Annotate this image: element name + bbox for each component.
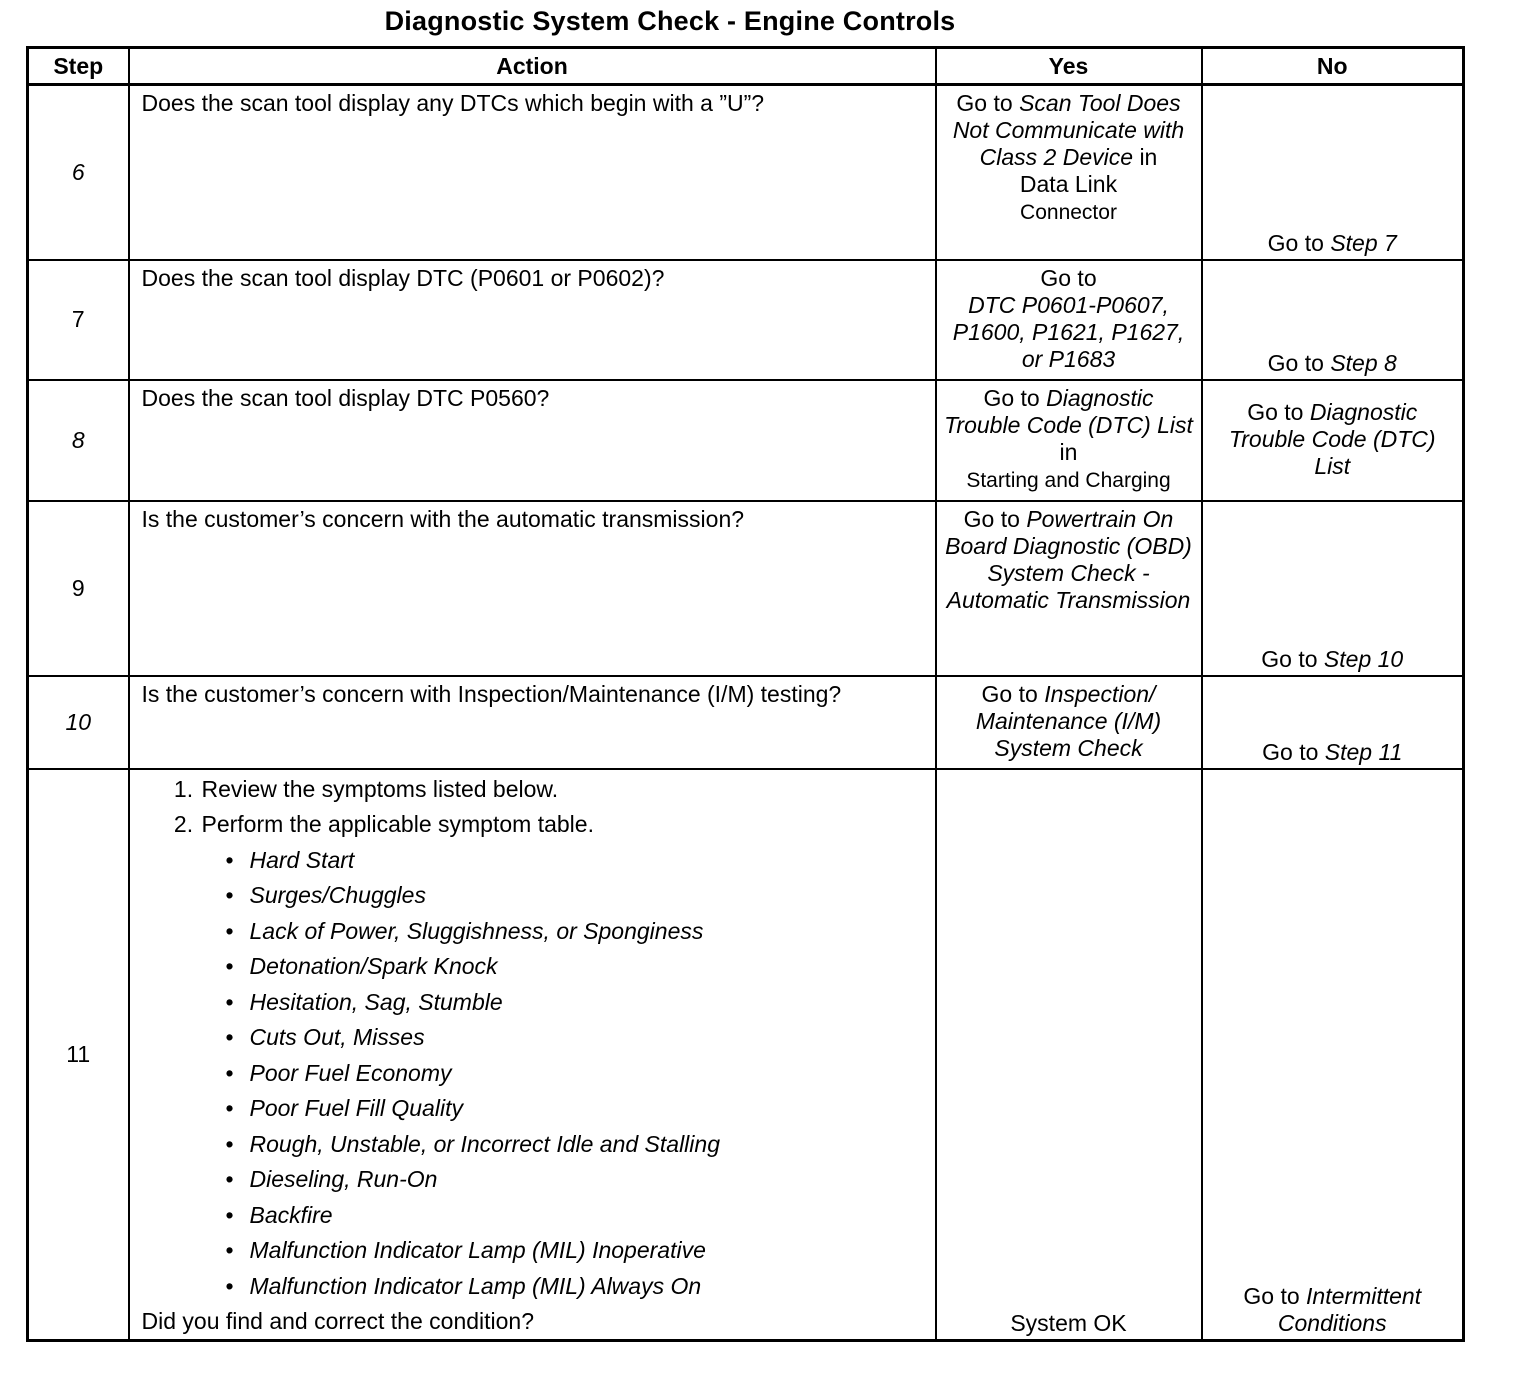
table-header-row <box>28 48 1464 85</box>
yes-result: System OK <box>1010 1310 1127 1336</box>
step-column-header: Step <box>28 48 129 85</box>
no-prefix: Go to <box>1267 229 1324 256</box>
yes-prefix: Go to <box>981 680 1038 707</box>
symptom-item[interactable]: • Cuts Out, Misses <box>250 1020 925 1056</box>
no-link[interactable]: Step 8 <box>1330 349 1397 376</box>
yes-cell <box>936 676 1202 769</box>
no-cell <box>1202 85 1464 260</box>
step-number: 6 <box>28 85 129 260</box>
no-link[interactable]: Step 11 <box>1324 738 1403 765</box>
symptom-item[interactable]: • Backfire <box>250 1198 925 1234</box>
procedure-step: 1. Review the symptoms listed below. <box>200 772 925 808</box>
no-link[interactable]: Step 7 <box>1330 229 1397 256</box>
no-link[interactable]: Step 10 <box>1323 645 1404 672</box>
procedure-list <box>142 772 925 843</box>
no-prefix: Go to <box>1261 645 1318 672</box>
action-text: Does the scan tool display DTC (P0601 or P0602)? <box>129 260 936 380</box>
no-cell <box>1202 769 1464 1341</box>
yes-suffix: in <box>1139 144 1158 170</box>
yes-prefix: Go to <box>956 90 1013 116</box>
yes-cell <box>936 501 1202 676</box>
yes-tail: Connector <box>1020 201 1117 224</box>
symptom-item[interactable]: • Dieseling, Run-On <box>250 1162 925 1198</box>
procedure-step: 2. Perform the applicable symptom table. <box>200 807 925 843</box>
yes-cell <box>936 769 1202 1341</box>
table-row-step-7 <box>28 260 1464 380</box>
no-prefix: Go to <box>1262 738 1319 765</box>
step-number: 11 <box>28 769 129 1341</box>
yes-cell <box>936 85 1202 260</box>
no-cell <box>1202 380 1464 501</box>
yes-link[interactable]: Diagnostic Trouble Code (DTC) List <box>944 384 1193 438</box>
yes-link[interactable]: Inspection/ Maintenance (I/M) System Check <box>975 680 1162 761</box>
symptom-item[interactable]: • Malfunction Indicator Lamp (MIL) Always On <box>250 1269 925 1305</box>
step-number: 9 <box>28 501 129 676</box>
table-row-step-10 <box>28 676 1464 769</box>
symptom-item[interactable]: • Poor Fuel Fill Quality <box>250 1091 925 1127</box>
no-link[interactable]: Intermittent Conditions <box>1277 1283 1422 1336</box>
action-text: Is the customer’s concern with Inspection/Maintenance (I/M) testing? <box>129 676 936 769</box>
action-column-header: Action <box>129 48 936 85</box>
symptom-item[interactable]: • Hesitation, Sag, Stumble <box>250 985 925 1021</box>
no-prefix: Go to <box>1267 349 1324 376</box>
table-row-step-8 <box>28 380 1464 501</box>
symptom-item[interactable]: • Detonation/Spark Knock <box>250 949 925 985</box>
symptom-item[interactable]: • Hard Start <box>250 843 925 879</box>
no-column-header: No <box>1202 48 1464 85</box>
no-link[interactable]: Diagnostic Trouble Code (DTC) List <box>1228 398 1436 479</box>
symptom-item[interactable]: • Rough, Unstable, or Incorrect Idle and Stalling <box>250 1127 925 1163</box>
table-row-step-9 <box>28 501 1464 676</box>
yes-suffix: in <box>1059 438 1078 465</box>
symptom-list <box>142 843 925 1305</box>
symptom-item[interactable]: • Poor Fuel Economy <box>250 1056 925 1092</box>
final-question: Did you find and correct the condition? <box>141 1308 535 1334</box>
action-text: Does the scan tool display DTC P0560? <box>129 380 936 501</box>
symptom-item[interactable]: • Surges/Chuggles <box>250 878 925 914</box>
yes-cell <box>936 380 1202 501</box>
symptom-item[interactable]: • Lack of Power, Sluggishness, or Sponginess <box>250 914 925 950</box>
table-row-step-6 <box>28 85 1464 260</box>
yes-prefix: Go to <box>983 384 1040 411</box>
yes-prefix: Go to <box>963 505 1020 532</box>
no-cell <box>1202 676 1464 769</box>
yes-prefix: Go to <box>1040 264 1097 291</box>
no-prefix: Go to <box>1247 398 1304 425</box>
yes-link[interactable]: Powertrain On Board Diagnostic (OBD) System Check - Automatic Transmission <box>945 505 1192 613</box>
no-prefix: Go to <box>1243 1283 1300 1309</box>
step-number: 8 <box>28 380 129 501</box>
yes-column-header: Yes <box>936 48 1202 85</box>
step-number: 7 <box>28 260 129 380</box>
no-cell <box>1202 501 1464 676</box>
yes-tail: Starting and Charging <box>966 468 1171 492</box>
page-title: Diagnostic System Check - Engine Controls <box>384 6 956 36</box>
yes-tail: Data Link <box>1019 171 1118 197</box>
table-row-step-11 <box>28 769 1464 1341</box>
diagnostic-table <box>26 46 1465 1342</box>
step-number: 10 <box>28 676 129 769</box>
yes-link[interactable]: DTC P0601-P0607, P1600, P1621, P1627, or P1683 <box>952 291 1185 372</box>
action-text: Does the scan tool display any DTCs which begin with a ”U”? <box>129 85 936 260</box>
no-cell <box>1202 260 1464 380</box>
yes-cell <box>936 260 1202 380</box>
action-text: Is the customer’s concern with the automatic transmission? <box>129 501 936 676</box>
action-text <box>129 769 936 1341</box>
yes-link[interactable]: Scan Tool Does Not Communicate with Class 2 Device <box>952 90 1185 170</box>
symptom-item[interactable]: • Malfunction Indicator Lamp (MIL) Inoperative <box>250 1233 925 1269</box>
